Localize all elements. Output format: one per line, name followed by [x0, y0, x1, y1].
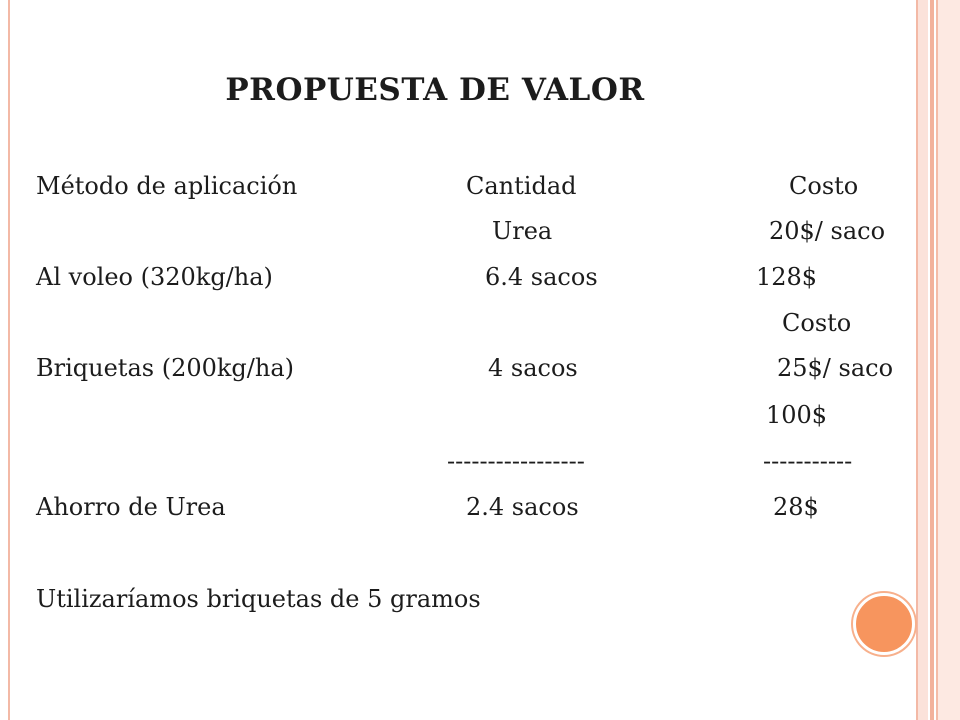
decorative-stripe	[930, 0, 934, 720]
header-cost: Costo	[789, 172, 859, 200]
decorative-stripe	[936, 0, 960, 720]
voleo-cost: 128$	[756, 263, 818, 291]
decorative-circle	[853, 593, 915, 655]
briquetas-total: 100$	[766, 401, 828, 429]
savings-cost: 28$	[773, 493, 819, 521]
voleo-method: Al voleo (320kg/ha)	[36, 263, 273, 291]
briquetas-quantity: 4 sacos	[488, 354, 578, 382]
cost-label-2: Costo	[782, 309, 852, 337]
voleo-quantity: 6.4 sacos	[485, 263, 598, 291]
footnote: Utilizaríamos briquetas de 5 gramos	[36, 585, 481, 613]
urea-unit-cost: 20$/ saco	[769, 217, 886, 245]
savings-label: Ahorro de Urea	[36, 493, 226, 521]
separator-quantity: -----------------	[447, 447, 585, 475]
decorative-stripe	[918, 0, 928, 720]
header-quantity: Cantidad	[466, 172, 577, 200]
briquetas-method: Briquetas (200kg/ha)	[36, 354, 294, 382]
slide-title: PROPUESTA DE VALOR	[225, 72, 645, 108]
savings-quantity: 2.4 sacos	[466, 493, 579, 521]
urea-product: Urea	[492, 217, 553, 245]
separator-cost: -----------	[763, 447, 853, 475]
header-method: Método de aplicación	[36, 172, 298, 200]
briquetas-unit-cost: 25$/ saco	[777, 354, 894, 382]
